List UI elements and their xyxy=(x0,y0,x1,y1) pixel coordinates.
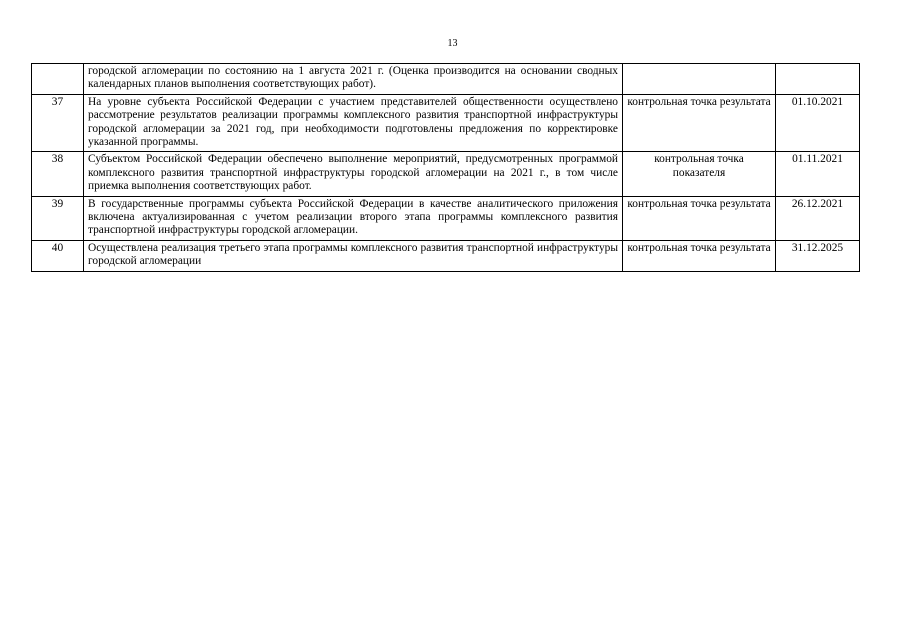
table-row xyxy=(32,64,860,95)
row-type: контрольная точка результата xyxy=(623,240,776,271)
row-number: 38 xyxy=(32,152,84,196)
table-row xyxy=(32,196,860,240)
row-date xyxy=(776,64,860,95)
row-number: 39 xyxy=(32,196,84,240)
row-date: 01.11.2021 xyxy=(776,152,860,196)
row-type: контрольная точка результата xyxy=(623,94,776,152)
row-number xyxy=(32,64,84,95)
milestones-table xyxy=(31,63,860,272)
row-description: Осуществлена реализация третьего этапа программы комплексного развития транспортной инфраструктуры городской агломерации xyxy=(84,240,623,271)
row-date: 26.12.2021 xyxy=(776,196,860,240)
row-description: Субъектом Российской Федерации обеспечено выполнение мероприятий, предусмотренных программой комплексного развития транспортной инфраструктуры городской агломерации на 2021 г., в том числе приемка выполнения соответствующих работ. xyxy=(84,152,623,196)
row-type: контрольная точка результата xyxy=(623,196,776,240)
table-row xyxy=(32,240,860,271)
row-date: 31.12.2025 xyxy=(776,240,860,271)
row-number: 37 xyxy=(32,94,84,152)
row-type: контрольная точка показателя xyxy=(623,152,776,196)
row-type xyxy=(623,64,776,95)
row-number: 40 xyxy=(32,240,84,271)
table-row xyxy=(32,94,860,152)
table-row xyxy=(32,152,860,196)
page-number: 13 xyxy=(447,38,458,49)
row-description: На уровне субъекта Российской Федерации с участием представителей общественности осуществлено рассмотрение результатов реализации программы комплексного развития транспортной инфраструктуры городской агломерации за 2021 год, при необходимости подготовлены предложения по корректировке указанной программы. xyxy=(84,94,623,152)
row-description: городской агломерации по состоянию на 1 августа 2021 г. (Оценка производится на основании сводных календарных планов выполнения соответствующих работ). xyxy=(84,64,623,95)
row-date: 01.10.2021 xyxy=(776,94,860,152)
row-description: В государственные программы субъекта Российской Федерации в качестве аналитического приложения включена актуализированная с учетом реализации второго этапа программы комплексного развития транспортной инфраструктуры городской агломерации. xyxy=(84,196,623,240)
